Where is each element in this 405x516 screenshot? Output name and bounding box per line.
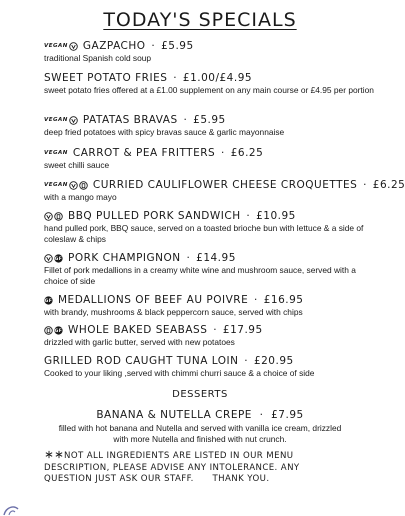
menu-item-patatas-bravas (44, 114, 374, 138)
menu-item-description: with a mango mayo (44, 192, 117, 202)
menu-item-price: £10.95 (256, 210, 296, 222)
dairy-free-icon (79, 181, 88, 190)
menu-item-description: Fillet of pork medallions in a creamy white wine and mushroom sauce, served with a choice of side (44, 265, 356, 286)
menu-item-name: GRILLED ROD CAUGHT TUNA LOIN (44, 355, 239, 367)
dietary-icons (44, 326, 63, 335)
menu-item-description: hand pulled pork, BBQ sauce, served on a toasted brioche bun with lettuce & a side of coleslaw & chips (44, 223, 364, 244)
menu-item-cauliflower-croquettes (44, 179, 405, 203)
menu-item-price: £14.95 (196, 252, 236, 264)
svg-text:GF: GF (44, 298, 53, 304)
page-title: TODAY'S SPECIALS (103, 9, 297, 31)
menu-item-price: £5.95 (193, 114, 226, 126)
menu-item-price: £6.25 (372, 179, 405, 191)
dietary-icons (44, 116, 78, 125)
separator-dot: · (359, 179, 371, 191)
separator-dot: · (147, 40, 160, 52)
separator-dot: · (182, 252, 195, 264)
menu-item-name: SWEET POTATO FRIES (44, 72, 168, 84)
menu-item-heading (44, 114, 374, 126)
menu-item-name: BBQ PULLED PORK SANDWICH (68, 210, 241, 222)
menu-item-tuna-loin (44, 355, 374, 379)
dietary-icons (44, 181, 88, 190)
menu-item-description: with brandy, mushrooms & black peppercorn sauce, served with chips (44, 307, 303, 317)
dessert-item-heading (0, 409, 400, 421)
menu-item-name: PATATAS BRAVAS (82, 114, 178, 126)
separator-dot: · (217, 147, 229, 159)
vegan-tag: VEGAN (44, 117, 68, 123)
menu-item-price: £6.25 (230, 147, 264, 159)
asterisk-icon (54, 450, 64, 459)
vegetarian-icon (69, 42, 78, 51)
menu-item-description: drizzled with garlic butter, served with new potatoes (44, 337, 235, 347)
menu-item-bbq-pulled-pork (44, 210, 374, 244)
menu-item-name: WHOLE BAKED SEABASS (68, 324, 208, 336)
separator-dot: · (240, 355, 252, 367)
desserts-heading: DESSERTS (172, 389, 228, 400)
menu-item-heading (44, 147, 374, 159)
separator-dot: · (250, 294, 262, 306)
vegetarian-icon (44, 212, 53, 221)
dietary-icons (44, 254, 63, 263)
menu-item-name: CARROT & PEA FRITTERS (72, 147, 216, 159)
vegetarian-icon (44, 254, 53, 263)
menu-item-description: sweet chilli sauce (44, 160, 110, 170)
menu-item-price: £1.00/£4.95 (182, 72, 253, 84)
separator-dot: · (179, 114, 192, 126)
menu-item-name: CURRIED CAULIFLOWER CHEESE CROQUETTES (92, 179, 358, 191)
gluten-free-icon (54, 254, 63, 263)
menu-item-description: traditional Spanish cold soup (44, 53, 152, 63)
menu-item-heading (44, 40, 374, 52)
menu-item-price: £17.95 (222, 324, 263, 336)
menu-item-name: GAZPACHO (82, 40, 146, 52)
gluten-free-icon (54, 326, 63, 335)
gluten-free-icon (44, 296, 53, 305)
dietary-icons (44, 42, 78, 51)
dessert-item-description: filled with hot banana and Nutella and served with vanilla ice cream, drizzled with more Nutella and finished with nut crunch. (58, 423, 342, 444)
dairy-free-icon (44, 326, 53, 335)
menu-item-description: deep fried potatoes with spicy bravas sauce & garlic mayonnaise (44, 127, 285, 137)
dietary-icons (44, 296, 53, 305)
separator-dot: · (255, 409, 268, 421)
dietary-icons (44, 150, 68, 156)
vegan-tag: VEGAN (44, 182, 68, 188)
menu-item-heading (44, 355, 374, 367)
menu-item-carrot-pea-fritters (44, 147, 374, 171)
vegan-tag: VEGAN (44, 43, 68, 49)
menu-item-price: £5.95 (161, 40, 194, 52)
menu-item-sweet-potato-fries (44, 72, 374, 96)
menu-item-heading (44, 252, 374, 264)
vegan-tag: VEGAN (44, 150, 68, 156)
allergy-notice (44, 450, 344, 486)
menu-item-name: MEDALLIONS OF BEEF AU POIVRE (58, 294, 249, 306)
menu-item-pork-champignon (44, 252, 374, 286)
dessert-item-price: £7.95 (271, 409, 304, 421)
menu-item-description: Cooked to your liking ,served with chimmi churri sauce & a choice of side (44, 368, 315, 378)
svg-text:GF: GF (54, 328, 63, 334)
menu-item-beef-au-poivre (44, 294, 374, 318)
menu-item-price: £16.95 (263, 294, 304, 306)
asterisk-icon (44, 450, 54, 459)
menu-item-name: PORK CHAMPIGNON (68, 252, 181, 264)
logo (0, 503, 22, 516)
allergy-notice-text: NOT ALL INGREDIENTS ARE LISTED IN OUR MENU DESCRIPTION, PLEASE ADVISE ANY INTOLERANCE. ANY QUESTION JUST ASK OUR STAFF. THANK YOU. (44, 451, 303, 484)
separator-dot: · (242, 210, 255, 222)
separator-dot: · (169, 72, 181, 84)
menu-item-whole-baked-seabass (44, 324, 374, 348)
dessert-item-name: BANANA & NUTELLA CREPE (96, 409, 252, 421)
menu-item-heading (44, 210, 374, 222)
menu-item-description: sweet potato fries offered at a £1.00 supplement on any main course or £4.95 per portion (44, 85, 374, 95)
dietary-icons (44, 212, 63, 221)
separator-dot: · (209, 324, 221, 336)
vegetarian-icon (69, 116, 78, 125)
menu-item-price: £20.95 (253, 355, 294, 367)
menu-item-heading (44, 72, 374, 84)
menu-item-gazpacho (44, 40, 374, 64)
menu-item-heading (44, 294, 374, 306)
dairy-free-icon (54, 212, 63, 221)
menu-item-heading (44, 179, 405, 191)
vegetarian-icon (69, 181, 78, 190)
menu-item-heading (44, 324, 374, 336)
svg-text:GF: GF (54, 256, 63, 262)
